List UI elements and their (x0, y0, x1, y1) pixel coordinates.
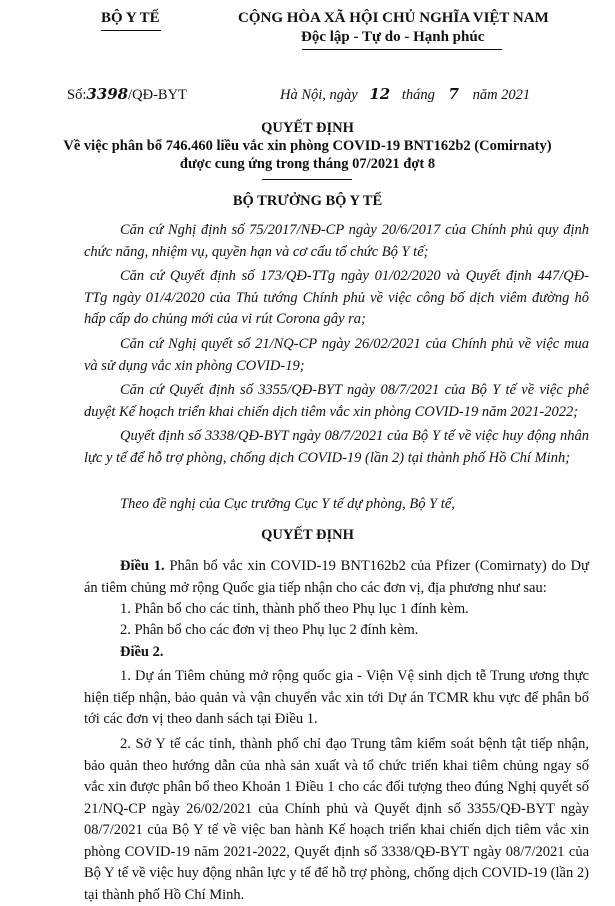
number-handwritten: 3398 (86, 85, 129, 103)
article-1-item-1: 1. Phân bổ cho các tỉnh, thành phố theo Phụ lục 1 đính kèm. (120, 601, 469, 617)
basis-5: Quyết định số 3338/QĐ-BYT ngày 08/7/2021 của Bộ Y tế về việc huy động nhân lực y tế để hỗ trợ phòng, chống dịch COVID-19 (lần 2) tại thành phố Hồ Chí Minh; (84, 428, 589, 466)
basis-3: Căn cứ Nghị quyết số 21/NQ-CP ngày 26/02/2021 của Chính phủ về việc mua và sử dụng vắc xin phòng COVID-19; (84, 336, 589, 374)
article-2-paragraph-1: 1. Dự án Tiêm chủng mở rộng quốc gia - Viện Vệ sinh dịch tễ Trung ương thực hiện tiếp nhận, bảo quản và vận chuyển vắc xin tới Dự án TCMR khu vực để phân bổ tới các đơn vị theo danh sách tại Điều 1. (84, 668, 589, 727)
month-handwritten: 7 (448, 85, 459, 103)
basis-2: Căn cứ Quyết định số 173/QĐ-TTg ngày 01/02/2020 và Quyết định 447/QĐ-TTg ngày 01/4/2020 của Thủ tướng Chính phủ về việc công bố dịch viêm đường hô hấp cấp do chủng mới của vi rút Corona gây ra; (84, 268, 589, 327)
article-1-item-2: 2. Phân bổ cho các đơn vị theo Phụ lục 2 đính kèm. (120, 622, 419, 638)
title-underline (262, 179, 352, 180)
decision-subject-line2: được cung ứng trong tháng 07/2021 đợt 8 (179, 156, 436, 172)
basis-1: Căn cứ Nghị định số 75/2017/NĐ-CP ngày 20/6/2017 của Chính phủ quy định chức năng, nhiệm vụ, quyền hạn và cơ cấu tổ chức Bộ Y tế; (84, 222, 589, 260)
article-1-label: Điều 1. (120, 558, 165, 574)
month-label: tháng (401, 87, 435, 103)
number-prefix: Số: (67, 87, 87, 103)
year-label: năm 2021 (472, 87, 531, 103)
basis-4: Căn cứ Quyết định số 3355/QĐ-BYT ngày 08/7/2021 của Bộ Y tế về việc phê duyệt Kế hoạch triển khai chiến dịch tiêm vắc xin phòng COVID-19 năm 2021-2022; (84, 382, 589, 420)
article-2-label-line (84, 642, 589, 664)
decision-heading: QUYẾT ĐỊNH (261, 527, 354, 543)
country-name: CỘNG HÒA XÃ HỘI CHỦ NGHĨA VIỆT NAM (238, 10, 549, 26)
authority-heading: BỘ TRƯỞNG BỘ Y TẾ (232, 193, 383, 209)
motto: Độc lập - Tự do - Hạnh phúc (301, 29, 485, 45)
day-handwritten: 12 (369, 85, 391, 103)
decision-subject-line1: Về việc phân bổ 746.460 liều vắc xin phòng COVID-19 BNT162b2 (Comirnaty) (63, 138, 552, 154)
ministry-underline (101, 30, 161, 31)
motto-underline (302, 49, 502, 50)
article-1 (84, 556, 589, 599)
document-number (67, 85, 187, 104)
article-1-text: Phân bổ vắc xin COVID-19 BNT162b2 của Pfizer (Comirnaty) do Dự án tiêm chủng mở rộng Quốc gia tiếp nhận cho các đơn vị, địa phương như sau: (84, 558, 590, 596)
decision-title: QUYẾT ĐỊNH (261, 120, 354, 136)
ministry-name: BỘ Y TẾ (101, 10, 160, 26)
article-2-label: Điều 2. (120, 644, 164, 660)
date-prefix: Hà Nội, ngày (280, 87, 358, 103)
article-2-paragraph-2: 2. Sở Y tế các tỉnh, thành phố chỉ đạo Trung tâm kiểm soát bệnh tật tiếp nhận, bảo quản theo hướng dẫn của nhà sản xuất và tổ chức triển khai tiêm chủng ngay số vắc xin được phân bổ theo Khoản 1 Điều 1 cho các đối tượng theo đúng Nghị quyết số 21/NQ-CP ngày 26/02/2021 của Chính phủ và Quyết định số 3355/QĐ-BYT ngày 08/7/2021 của Bộ Y tế về việc ban hành Kế hoạch triển khai chiến dịch tiêm vắc xin phòng COVID-19 năm 2021-2022, Quyết định số 3338/QĐ-BYT ngày 08/7/2021 của Bộ Y tế về việc huy động nhân lực y tế để hỗ trợ phòng, chống dịch COVID-19 (lần 2) tại thành phố Hồ Chí Minh. (84, 736, 589, 903)
document-date (280, 85, 530, 104)
number-suffix: /QĐ-BYT (128, 87, 187, 103)
basis-6: Theo đề nghị của Cục trưởng Cục Y tế dự phòng, Bộ Y tế, (120, 496, 455, 512)
